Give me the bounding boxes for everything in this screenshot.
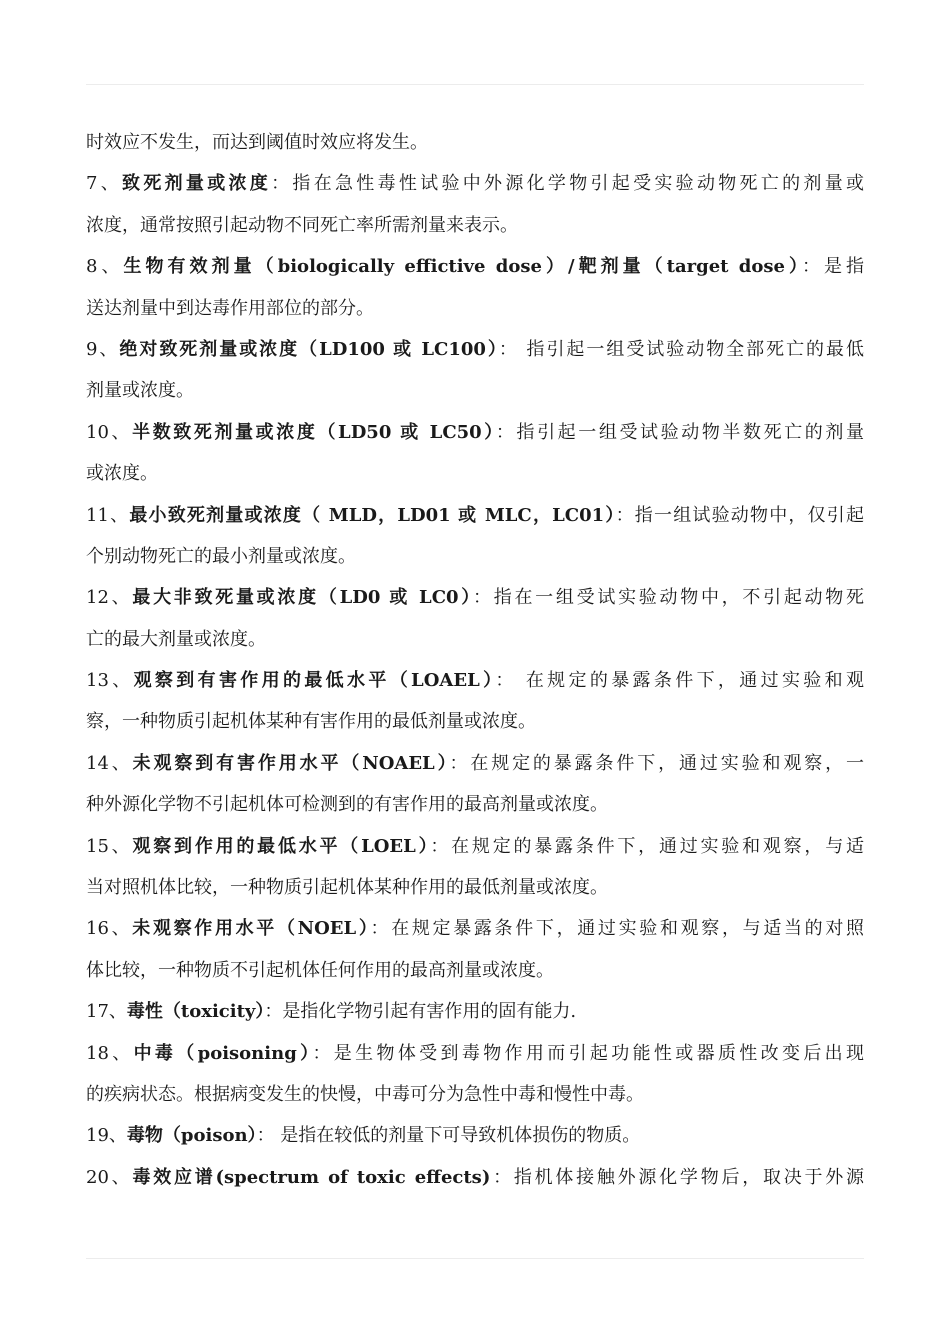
text-line — [86, 867, 864, 908]
item-number: 9、 — [86, 338, 120, 360]
definition-text: ：指机体接触外源化学物后，取决于外源 — [490, 1166, 864, 1188]
text-line — [86, 619, 864, 660]
definition-text: ： 是指在较低的剂量下可导致机体损伤的物质。 — [256, 1125, 641, 1147]
definition-text: ：是指 — [801, 256, 864, 278]
text-line — [86, 950, 864, 991]
text-line — [86, 122, 864, 163]
term-heading: 毒性（toxicity） — [126, 1001, 265, 1023]
term-heading: 毒物（poison） — [126, 1125, 257, 1147]
definition-text: ：指一组试验动物中，仅引起 — [615, 504, 864, 526]
text-line — [86, 536, 864, 577]
document-body — [86, 122, 864, 1198]
term-heading: 最小致死剂量或浓度（ MLD，LD01 或 MLC，LC01） — [129, 504, 616, 526]
text-line — [86, 205, 864, 246]
text-line — [86, 908, 864, 949]
text-line — [86, 1157, 864, 1198]
term-heading: 生物有效剂量（biologically effictive dose）/靶剂量（target dose） — [123, 256, 802, 278]
term-heading: 未观察到有害作用水平（NOAEL） — [132, 752, 450, 774]
term-heading: 观察到有害作用的最低水平（LOAEL） — [133, 670, 496, 692]
text-line — [86, 660, 864, 701]
text-line — [86, 991, 864, 1032]
term-heading: 毒效应谱(spectrum of toxic effects) — [132, 1166, 491, 1188]
definition-text: 或浓度。 — [86, 463, 158, 485]
definition-text: ：指在一组受试实验动物中，不引起动物死 — [473, 587, 864, 609]
definition-text: 剂量或浓度。 — [86, 380, 194, 402]
text-line — [86, 1115, 864, 1156]
item-number: 8、 — [86, 256, 124, 278]
term-heading: 未观察作用水平（NOEL） — [132, 918, 371, 940]
definition-text: ：在规定暴露条件下，通过实验和观察，与适当的对照 — [370, 918, 864, 940]
item-number: 15、 — [86, 835, 133, 857]
definition-text: ：指引起一组受试验动物半数死亡的剂量 — [495, 421, 864, 443]
item-number: 11、 — [86, 504, 130, 526]
definition-text: ：是指化学物引起有害作用的固有能力. — [264, 1001, 577, 1023]
definition-text: ：在规定的暴露条件下，通过实验和观察，一 — [449, 752, 864, 774]
text-line — [86, 370, 864, 411]
definition-text: ：指在急性毒性试验中外源化学物引起受实验动物死亡的剂量或 — [271, 173, 864, 195]
term-heading: 中毒（poisoning） — [133, 1042, 313, 1064]
item-number: 18、 — [86, 1042, 134, 1064]
item-number: 14、 — [86, 752, 133, 774]
definition-text: ： 在规定的暴露条件下，通过实验和观 — [495, 670, 864, 692]
text-line — [86, 246, 864, 287]
definition-text: 亡的最大剂量或浓度。 — [86, 628, 266, 650]
definition-text: ： 指引起一组受试验动物全部死亡的最低 — [498, 338, 864, 360]
definition-text: 浓度，通常按照引起动物不同死亡率所需剂量来表示。 — [86, 214, 518, 236]
text-line — [86, 329, 864, 370]
definition-text: 体比较，一种物质不引起机体任何作用的最高剂量或浓度。 — [86, 959, 554, 981]
text-line — [86, 577, 864, 618]
definition-text: 的疾病状态。根据病变发生的快慢，中毒可分为急性中毒和慢性中毒。 — [86, 1083, 644, 1105]
text-line — [86, 826, 864, 867]
definition-text: ：是生物体受到毒物作用而引起功能性或器质性改变后出现 — [312, 1042, 864, 1064]
text-line — [86, 163, 864, 204]
term-heading: 半数致死剂量或浓度（LD50 或 LC50） — [132, 421, 496, 443]
item-number: 19、 — [86, 1125, 127, 1147]
item-number: 12、 — [86, 587, 133, 609]
definition-text: 种外源化学物不引起机体可检测到的有害作用的最高剂量或浓度。 — [86, 794, 608, 816]
item-number: 16、 — [86, 918, 133, 940]
definition-text: 当对照机体比较，一种物质引起机体某种作用的最低剂量或浓度。 — [86, 877, 608, 899]
term-heading: 最大非致死量或浓度（LD0 或 LC0） — [132, 587, 474, 609]
item-number: 7、 — [86, 173, 123, 195]
term-heading: 观察到作用的最低水平（LOEL） — [132, 835, 431, 857]
term-heading: 绝对致死剂量或浓度（LD100 或 LC100） — [119, 338, 499, 360]
term-heading: 致死剂量或浓度 — [122, 173, 272, 195]
item-number: 10、 — [86, 421, 133, 443]
item-number: 17、 — [86, 1001, 127, 1023]
text-line — [86, 1033, 864, 1074]
definition-text: 送达剂量中到达毒作用部位的部分。 — [86, 297, 374, 319]
item-number: 20、 — [86, 1166, 133, 1188]
text-line — [86, 743, 864, 784]
text-line — [86, 288, 864, 329]
definition-text: 时效应不发生，而达到阈值时效应将发生。 — [86, 132, 428, 153]
definition-text: ：在规定的暴露条件下，通过实验和观察，与适 — [430, 835, 864, 857]
text-line — [86, 1074, 864, 1115]
definition-text: 察，一种物质引起机体某种有害作用的最低剂量或浓度。 — [86, 711, 536, 733]
text-line — [86, 784, 864, 825]
bottom-divider — [86, 1258, 864, 1259]
definition-text: 个别动物死亡的最小剂量或浓度。 — [86, 545, 356, 567]
text-line — [86, 495, 864, 536]
text-line — [86, 453, 864, 494]
text-line — [86, 701, 864, 742]
item-number: 13、 — [86, 670, 134, 692]
top-divider — [86, 84, 864, 85]
text-line — [86, 412, 864, 453]
